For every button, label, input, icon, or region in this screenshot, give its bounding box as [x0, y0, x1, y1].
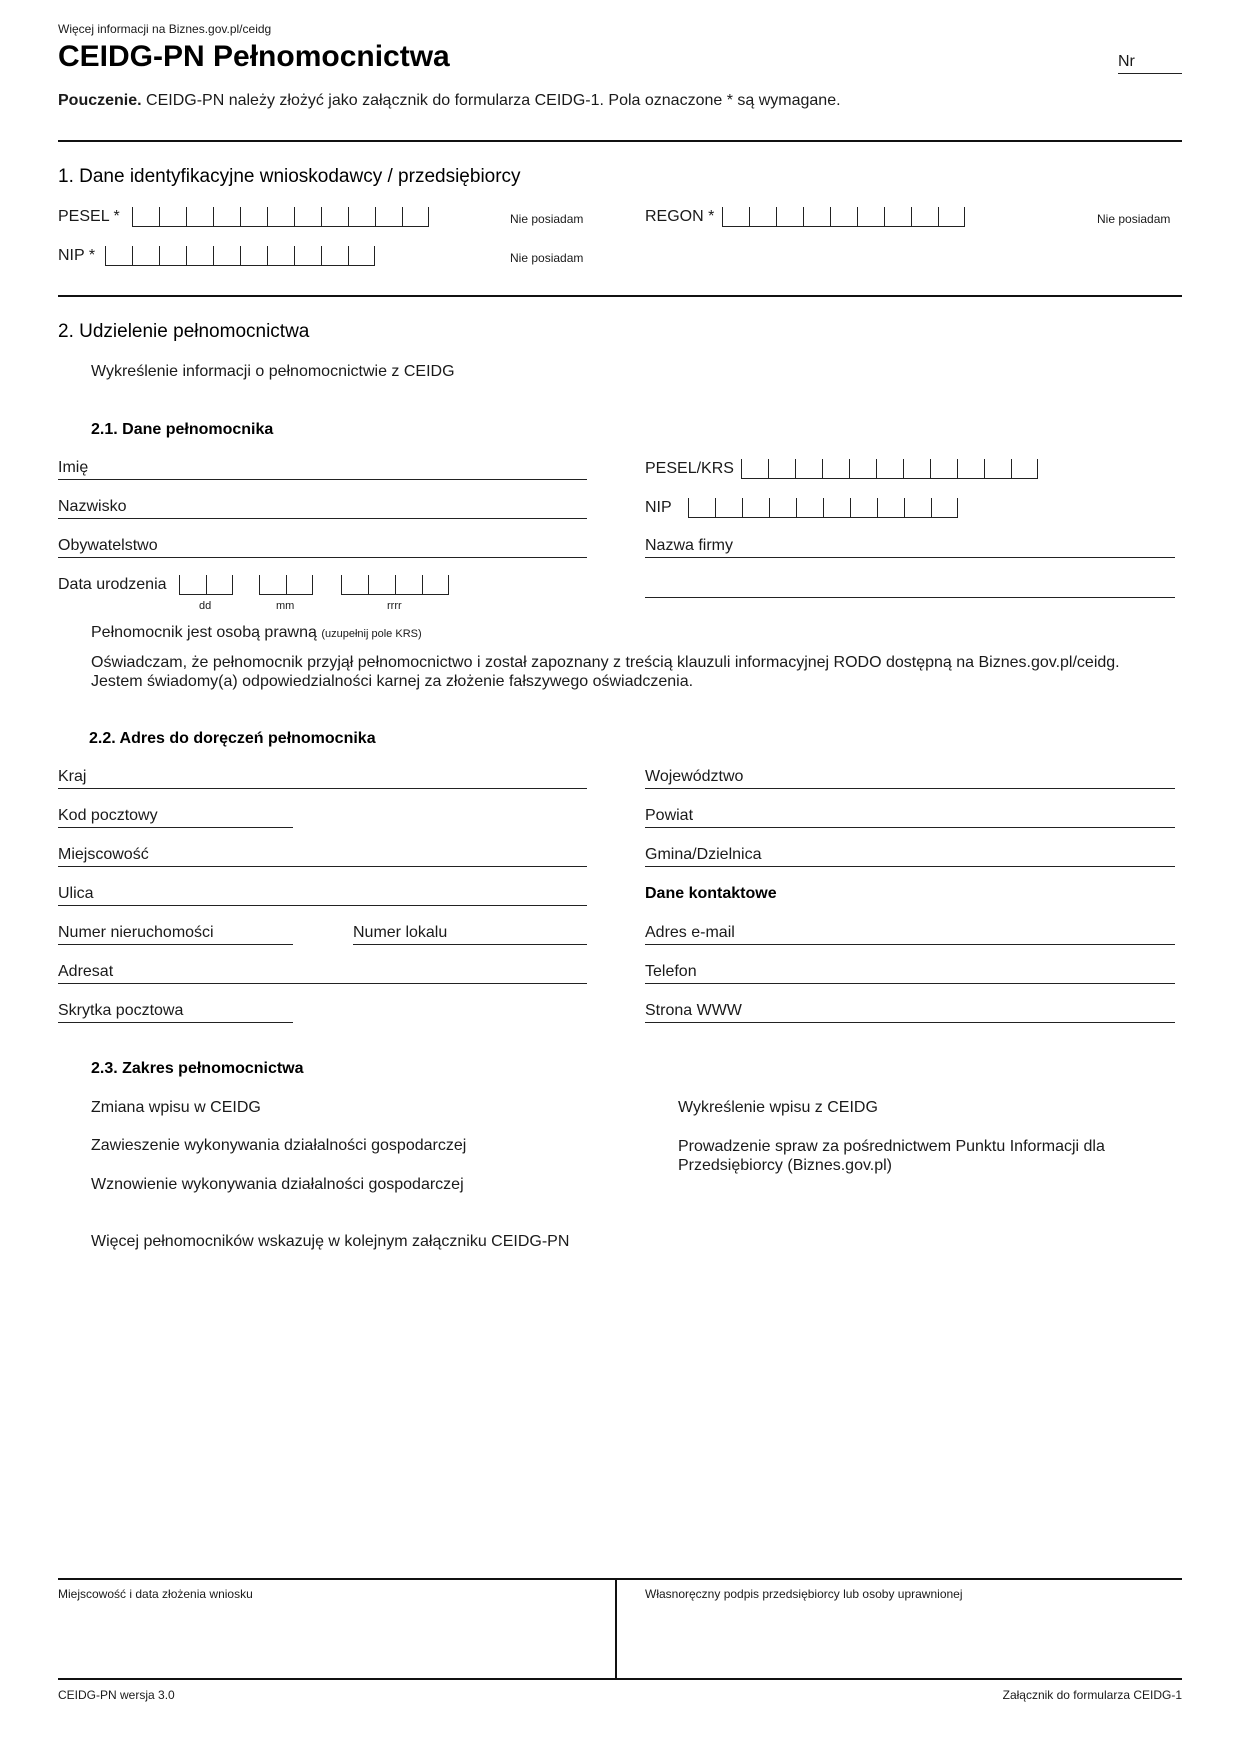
email-label: Adres e-mail: [645, 924, 735, 941]
po-box-field[interactable]: [58, 999, 293, 1023]
birth-date-label: Data urodzenia: [58, 576, 167, 593]
citizenship-label: Obywatelstwo: [58, 537, 158, 554]
postal-code-field[interactable]: [58, 804, 293, 828]
nr-field[interactable]: [1118, 52, 1182, 74]
apartment-no-label: Numer lokalu: [353, 924, 448, 941]
city-label: Miejscowość: [58, 846, 149, 863]
statement-line2: Jestem świadomy(a) odpowiedzialności karnej za złożenie fałszywego oświadczenia.: [91, 673, 694, 690]
scope-pip-line2: Przedsiębiorcy (Biznes.gov.pl): [678, 1157, 893, 1174]
scope-pip-line1: Prowadzenie spraw za pośrednictwem Punktu Informacji dla: [678, 1138, 1105, 1155]
place-date-label: Miejscowość i data złożenia wniosku: [58, 1587, 253, 1601]
last-name-label: Nazwisko: [58, 498, 127, 515]
birth-year-input[interactable]: [341, 575, 449, 595]
phone-field[interactable]: [645, 960, 1175, 984]
divider: [58, 140, 1182, 142]
municipality-field[interactable]: [645, 843, 1175, 867]
section23-title: 2.3. Zakres pełnomocnictwa: [91, 1060, 304, 1077]
legal-person-option[interactable]: [91, 624, 422, 642]
attorney-nip-input[interactable]: [688, 498, 958, 518]
country-field[interactable]: [58, 765, 587, 789]
dd-hint: dd: [199, 600, 212, 612]
email-field[interactable]: [645, 921, 1175, 945]
attachment-of-label: Załącznik do formularza CEIDG-1: [1002, 1688, 1182, 1702]
legal-person-label: Pełnomocnik jest osobą prawną: [91, 624, 317, 641]
addressee-field[interactable]: [58, 960, 587, 984]
province-label: Województwo: [645, 768, 744, 785]
nr-label: Nr: [1118, 53, 1135, 70]
mm-hint: mm: [276, 600, 295, 612]
scope-pip-option[interactable]: [678, 1137, 1105, 1175]
scope-suspend-option[interactable]: Zawieszenie wykonywania działalności gospodarczej: [91, 1137, 467, 1154]
birth-day-input[interactable]: [179, 575, 233, 595]
signature-field[interactable]: [645, 1605, 1175, 1675]
scope-change-option[interactable]: Zmiana wpisu w CEIDG: [91, 1099, 261, 1116]
birth-month-input[interactable]: [259, 575, 313, 595]
notice: [58, 92, 841, 110]
nip-none-option[interactable]: Nie posiadam: [510, 251, 584, 265]
country-label: Kraj: [58, 768, 87, 785]
first-name-label: Imię: [58, 459, 89, 476]
building-no-label: Numer nieruchomości: [58, 924, 214, 941]
county-label: Powiat: [645, 807, 694, 824]
pesel-krs-input[interactable]: [741, 459, 1038, 479]
divider: [58, 1678, 1182, 1680]
phone-label: Telefon: [645, 963, 697, 980]
province-field[interactable]: [645, 765, 1175, 789]
signature-label: Własnoręczny podpis przedsiębiorcy lub osoby uprawnionej: [645, 1587, 963, 1601]
attorney-nip-label: NIP: [645, 499, 672, 516]
contact-header: Dane kontaktowe: [645, 885, 777, 902]
statement[interactable]: [91, 653, 1181, 691]
scope-delete-option[interactable]: Wykreślenie wpisu z CEIDG: [678, 1099, 878, 1116]
street-label: Ulica: [58, 885, 94, 902]
pesel-input[interactable]: [132, 207, 429, 227]
divider: [58, 1578, 1182, 1580]
postal-code-label: Kod pocztowy: [58, 807, 158, 824]
more-attorneys-option[interactable]: Więcej pełnomocników wskazuję w kolejnym załączniku CEIDG-PN: [91, 1233, 570, 1250]
addressee-label: Adresat: [58, 963, 114, 980]
county-field[interactable]: [645, 804, 1175, 828]
removal-option[interactable]: Wykreślenie informacji o pełnomocnictwie z CEIDG: [91, 363, 455, 380]
place-date-field[interactable]: [58, 1605, 608, 1675]
page-title: CEIDG-PN Pełnomocnictwa: [58, 40, 450, 73]
section1-title: 1. Dane identyfikacyjne wnioskodawcy / przedsiębiorcy: [58, 166, 521, 187]
po-box-label: Skrytka pocztowa: [58, 1002, 184, 1019]
divider: [58, 295, 1182, 297]
notice-bold: Pouczenie.: [58, 92, 142, 109]
apartment-no-field[interactable]: [353, 921, 587, 945]
statement-line1: Oświadczam, że pełnomocnik przyjął pełnomocnictwo i został zapoznany z treścią klauzuli informacyjnej RODO dostępną na Biznes.gov.pl/ceidg.: [91, 654, 1120, 671]
pesel-label: PESEL *: [58, 208, 120, 225]
company-name-label: Nazwa firmy: [645, 537, 734, 554]
municipality-label: Gmina/Dzielnica: [645, 846, 762, 863]
signature-divider: [615, 1578, 617, 1679]
notice-text: CEIDG-PN należy złożyć jako załącznik do formularza CEIDG-1. Pola oznaczone * są wymagane.: [146, 92, 841, 109]
regon-none-option[interactable]: Nie posiadam: [1097, 212, 1171, 226]
section21-title: 2.1. Dane pełnomocnika: [91, 421, 274, 438]
info-link-text: Więcej informacji na Biznes.gov.pl/ceidg: [58, 22, 272, 36]
pesel-krs-label: PESEL/KRS: [645, 460, 734, 477]
building-no-field[interactable]: [58, 921, 293, 945]
nip-input[interactable]: [105, 246, 375, 266]
regon-label: REGON *: [645, 208, 715, 225]
company-name-line2[interactable]: [645, 597, 1175, 598]
nip-label: NIP *: [58, 247, 96, 264]
scope-resume-option[interactable]: Wznowienie wykonywania działalności gospodarczej: [91, 1176, 464, 1193]
company-name-field[interactable]: [645, 534, 1175, 558]
regon-input[interactable]: [722, 207, 965, 227]
website-label: Strona WWW: [645, 1002, 742, 1019]
pesel-none-option[interactable]: Nie posiadam: [510, 212, 584, 226]
citizenship-field[interactable]: [58, 534, 587, 558]
legal-person-hint: (uzupełnij pole KRS): [321, 628, 422, 640]
yyyy-hint: rrrr: [387, 600, 402, 612]
section2-title: 2. Udzielenie pełnomocnictwa: [58, 321, 310, 342]
last-name-field[interactable]: [58, 495, 587, 519]
website-field[interactable]: [645, 999, 1175, 1023]
section22-title: 2.2. Adres do doręczeń pełnomocnika: [89, 730, 376, 747]
first-name-field[interactable]: [58, 456, 587, 480]
version-label: CEIDG-PN wersja 3.0: [58, 1688, 175, 1702]
street-field[interactable]: [58, 882, 587, 906]
city-field[interactable]: [58, 843, 587, 867]
